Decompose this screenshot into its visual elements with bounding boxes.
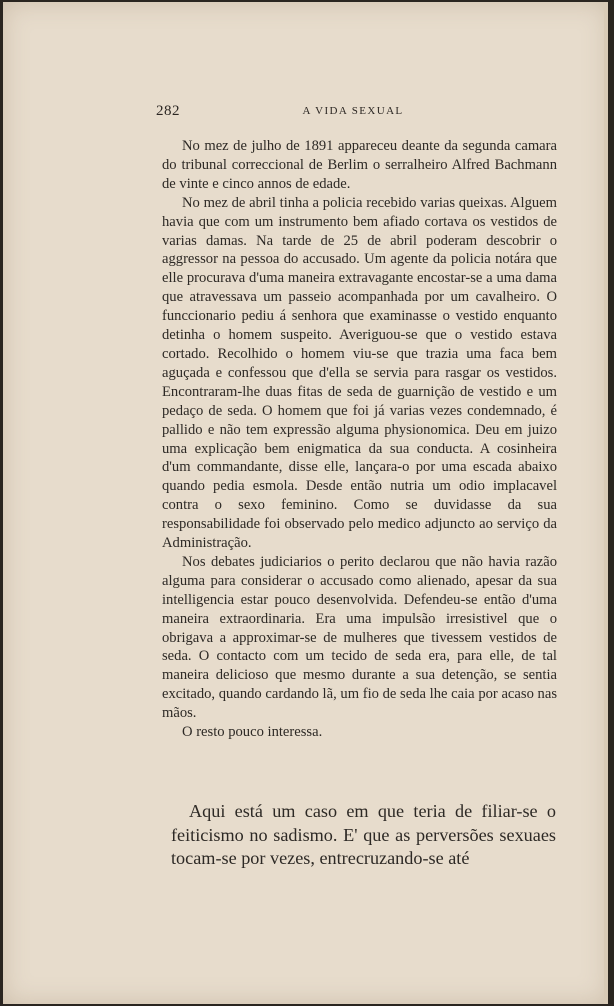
closing-paragraph: Aqui está um caso em que teria de filiar-se o feiticismo no sadismo. E' que as perversões sexuaes tocam-se por vezes, entrecruzando-se até	[171, 801, 556, 869]
body-text	[162, 137, 557, 742]
page-number: 282	[156, 103, 180, 119]
paragraph: No mez de julho de 1891 appareceu deante da segunda camara do tribunal correccional de Berlim o serralheiro Alfred Bachmann de vinte e cinco annos de edade.	[162, 138, 557, 192]
book-page	[3, 2, 608, 1004]
page-header	[3, 103, 608, 123]
running-title: A VIDA SEXUAL	[302, 105, 404, 117]
closing-text	[171, 800, 556, 871]
paragraph: O resto pouco interessa.	[182, 724, 323, 741]
paragraph: No mez de abril tinha a policia recebido varias queixas. Alguem havia que com um instrumento bem afiado cortava os vestidos de varias damas. Na tarde de 25 de abril poderam descobrir o aggressor na pessoa do accusado. Um agente da policia notára que elle procurava d'uma maneira extravagante encostar-se a uma dama que atravessava um passeio acompanhada por um cavalheiro. O funccionario pediu á senhora que examinasse o vestido enquanto detinha o homem suspeito. Averiguou-se que o vestido estava cortado. Recolhido o homem viu-se que trazia uma faca bem aguçada e confessou que d'ella se servia para rasgar os vestidos. Encontraram-lhe duas fitas de seda de guarnição de vestido e um pedaço de seda. O homem que foi já varias vezes condemnado, é pallido e não tem expressão alguma physionomica. Deu em juizo uma explicação bem enigmatica da sua conducta. A cosinheira d'um commandante, disse elle, lançara-o por uma escada abaixo quando pedia esmola. Desde então nutria um odio implacavel contra o sexo feminino. Como se duvidasse da sua responsabilidade foi observado pelo medico adjuncto ao serviço da Administração.	[162, 194, 557, 552]
paragraph: Nos debates judiciarios o perito declarou que não havia razão alguma para considerar o accusado como alienado, apesar da sua intelligencia estar pouco desenvolvida. Defendeu-se então d'uma maneira extraordinaria. Era uma impulsão irresistivel que o obrigava a approximar-se de mulheres que tivessem vestidos de seda. O contacto com um tecido de seda era, para elle, de tal maneira delicioso que mesmo durante a sua detenção, se sentia excitado, quando cardando lã, um fio de seda lhe caia por acaso nas mãos.	[162, 553, 557, 722]
